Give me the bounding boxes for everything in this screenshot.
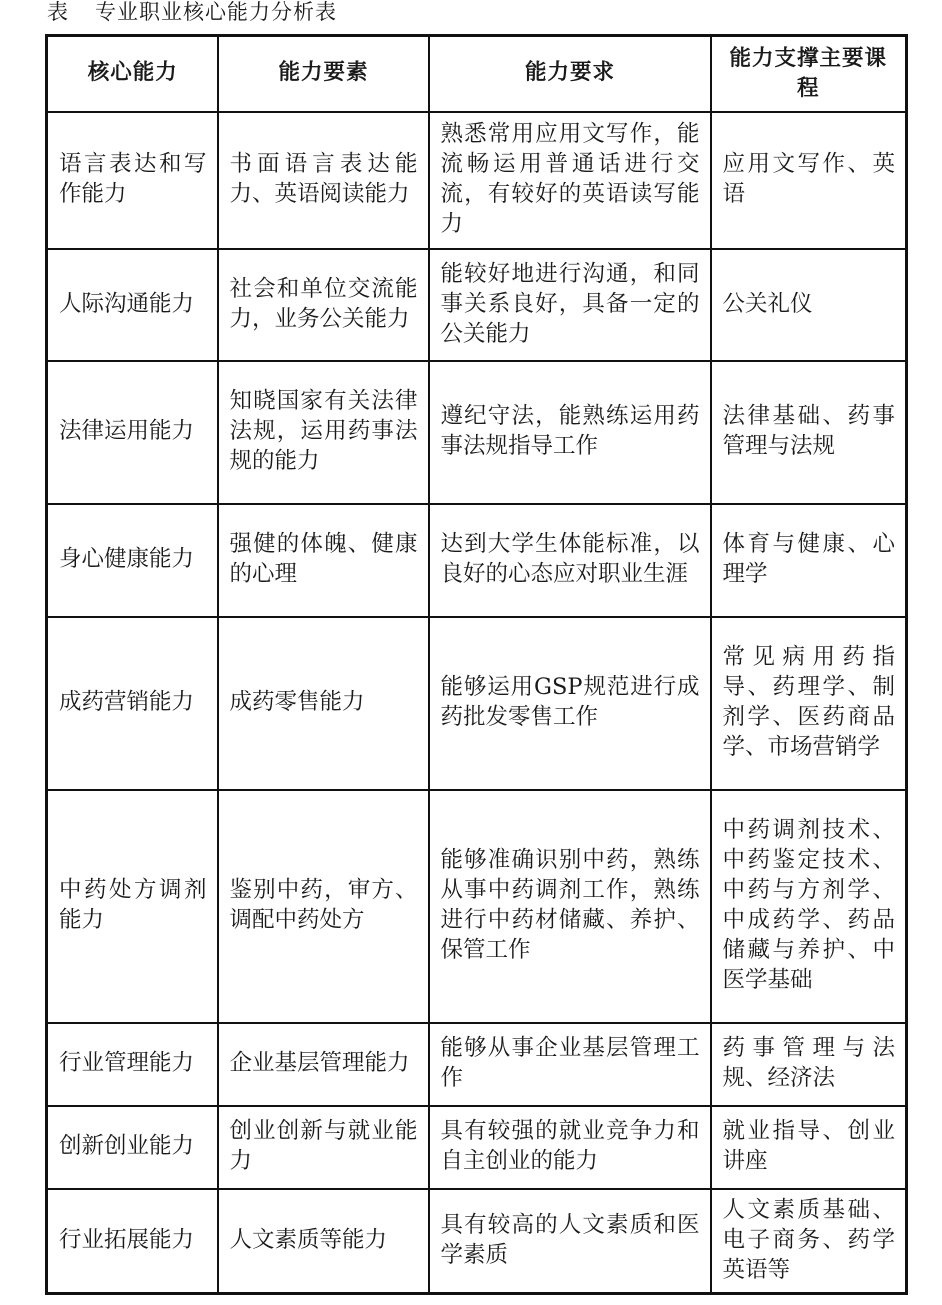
table-row: [47, 1023, 907, 1106]
cell-core-ability: 行业管理能力: [47, 1023, 218, 1106]
cell-ability-requirements: 达到大学生体能标准，以良好的心态应对职业生涯: [429, 504, 711, 617]
table-row: [47, 1189, 907, 1294]
cell-ability-requirements: 能够准确识别中药，熟练从事中药调剂工作，熟练进行中药材储藏、养护、保管工作: [429, 790, 711, 1023]
table-row: [47, 112, 907, 249]
cell-ability-requirements: 具有较高的人文素质和医学素质: [429, 1189, 711, 1294]
cell-core-ability: 人际沟通能力: [47, 249, 218, 361]
table-row: [47, 1106, 907, 1189]
cell-ability-requirements: 能较好地进行沟通，和同事关系良好，具备一定的公关能力: [429, 249, 711, 361]
cell-ability-elements: 创业创新与就业能力: [218, 1106, 429, 1189]
cell-core-ability: 中药处方调剂能力: [47, 790, 218, 1023]
cell-core-ability: 身心健康能力: [47, 504, 218, 617]
cell-ability-requirements: 能够运用GSP规范进行成药批发零售工作: [429, 617, 711, 790]
cell-core-ability: 行业拓展能力: [47, 1189, 218, 1294]
cell-ability-requirements: 具有较强的就业竞争力和自主创业的能力: [429, 1106, 711, 1189]
header-row: [47, 36, 907, 112]
header-supporting-courses: 能力支撑主要课程: [711, 36, 907, 112]
caption-title: 专业职业核心能力分析表: [95, 0, 337, 24]
cell-ability-elements: 成药零售能力: [218, 617, 429, 790]
cell-ability-requirements: 熟悉常用应用文写作，能流畅运用普通话进行交流，有较好的英语读写能力: [429, 112, 711, 249]
cell-supporting-courses: 公关礼仪: [711, 249, 907, 361]
ability-analysis-table: [45, 34, 908, 1295]
cell-ability-elements: 人文素质等能力: [218, 1189, 429, 1294]
cell-ability-requirements: 能够从事企业基层管理工作: [429, 1023, 711, 1106]
cell-supporting-courses: 就业指导、创业讲座: [711, 1106, 907, 1189]
cell-core-ability: 成药营销能力: [47, 617, 218, 790]
cell-supporting-courses: 人文素质基础、电子商务、药学英语等: [711, 1189, 907, 1294]
cell-supporting-courses: 药事管理与法规、经济法: [711, 1023, 907, 1106]
cell-core-ability: 语言表达和写作能力: [47, 112, 218, 249]
header-ability-elements: 能力要素: [218, 36, 429, 112]
cell-supporting-courses: 体育与健康、心理学: [711, 504, 907, 617]
cell-supporting-courses: 应用文写作、英语: [711, 112, 907, 249]
cell-ability-elements: 强健的体魄、健康的心理: [218, 504, 429, 617]
cell-supporting-courses: 中药调剂技术、中药鉴定技术、中药与方剂学、中成药学、药品储藏与养护、中医学基础: [711, 790, 907, 1023]
table-row: [47, 504, 907, 617]
table-row: [47, 790, 907, 1023]
cell-supporting-courses: 常见病用药指导、药理学、制剂学、医药商品学、市场营销学: [711, 617, 907, 790]
cell-core-ability: 创新创业能力: [47, 1106, 218, 1189]
cell-core-ability: 法律运用能力: [47, 361, 218, 504]
table-caption: [47, 0, 337, 27]
table-row: [47, 249, 907, 361]
cell-ability-elements: 书面语言表达能力、英语阅读能力: [218, 112, 429, 249]
cell-ability-elements: 企业基层管理能力: [218, 1023, 429, 1106]
table-row: [47, 361, 907, 504]
cell-ability-requirements: 遵纪守法，能熟练运用药事法规指导工作: [429, 361, 711, 504]
cell-ability-elements: 知晓国家有关法律法规，运用药事法规的能力: [218, 361, 429, 504]
header-core-ability: 核心能力: [47, 36, 218, 112]
cell-supporting-courses: 法律基础、药事管理与法规: [711, 361, 907, 504]
cell-ability-elements: 鉴别中药，审方、调配中药处方: [218, 790, 429, 1023]
caption-label: 表: [47, 0, 69, 24]
cell-ability-elements: 社会和单位交流能力，业务公关能力: [218, 249, 429, 361]
table-row: [47, 617, 907, 790]
header-ability-requirements: 能力要求: [429, 36, 711, 112]
